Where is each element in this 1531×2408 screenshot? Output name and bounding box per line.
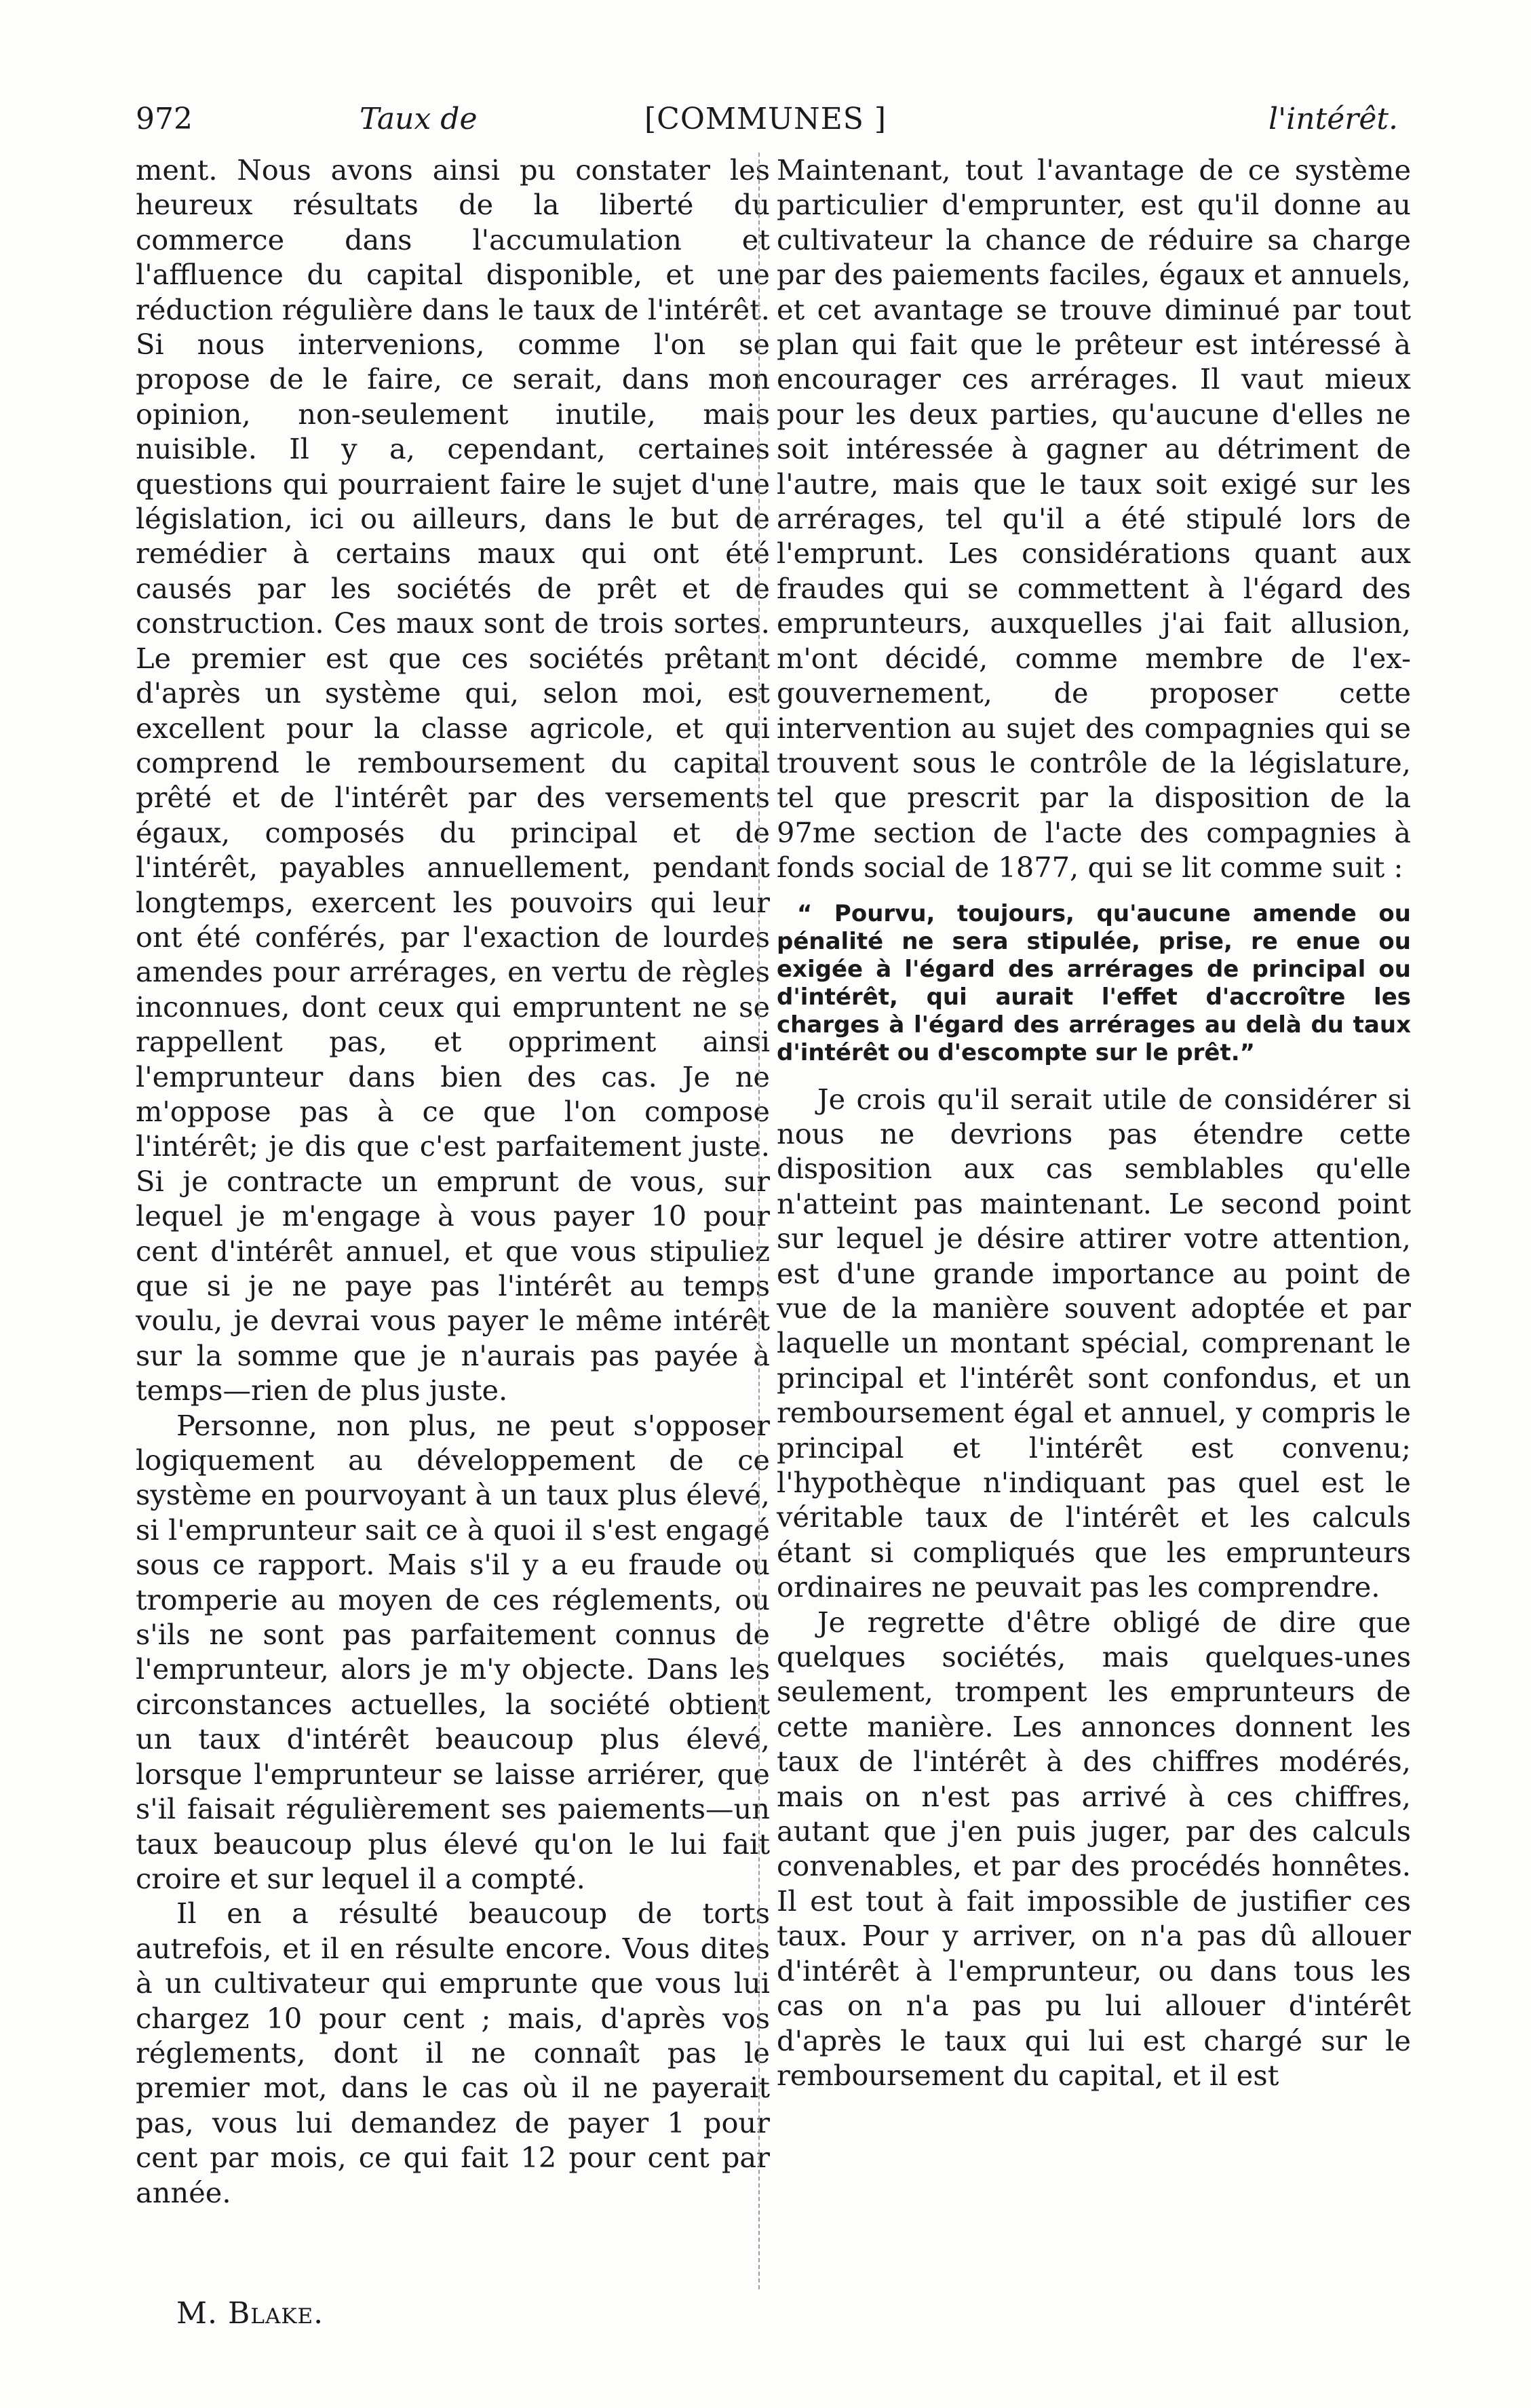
right-paragraph-3: Je regrette d'être obligé de dire que quelques sociétés, mais quelques-unes seulement, trompent les emprunteurs de cette manière. Les annonces donnent les taux de l'intérêt à des chiffres modérés, mais on n'est pas arrivé à ces chiffres, autant que j'en puis juger, par des calculs convenables, et par des procédés honnêtes. Il est tout à fait impossible de justifier ces taux. Pour y arriver, on n'a pas dû allouer d'intérêt à l'emprunteur, ou dans tous les cas on n'a pas pu lui allouer d'intérêt d'après le taux qui lui est chargé sur le remboursement du capital, et il est	[777, 1605, 1411, 2092]
header-right-running-title: l'intérêt.	[1268, 102, 1399, 136]
left-paragraph-3: Il en a résulté beaucoup de torts autrefois, et il en résulte encore. Vous dites à un cultivateur qui emprunte que vous lui chargez 10 pour cent ; mais, d'après vos réglements, dont il ne connaît pas le premier mot, dans le cas où il ne payerait pas, vous lui demandez de payer 1 pour cent par mois, ce qui fait 12 pour cent par année.	[136, 1897, 770, 2209]
statute-quotation: “ Pourvu, toujours, qu'aucune amende ou pénalité ne sera stipulée, prise, re enue ou exigée à l'égard des arrérages de principal ou d'intérêt, qui aurait l'effet d'accroître les charges à l'égard des arrérages au delà du taux d'intérêt ou d'escompte sur le prêt.”	[777, 899, 1411, 1066]
header-section-title: [COMMUNES ]	[644, 102, 887, 136]
header-left-running-title: Taux de	[360, 102, 478, 136]
left-column	[136, 153, 770, 2210]
page-number: 972	[136, 102, 193, 136]
left-paragraph-2: Personne, non plus, ne peut s'opposer logiquement au développement de ce système en pourvoyant à un taux plus élevé, si l'emprunteur sait ce à quoi il s'est engagé sous ce rapport. Mais s'il y a eu fraude ou tromperie au moyen de ces réglements, ou s'ils ne sont pas parfaitement connus de l'emprunteur, alors je m'y objecte. Dans les circonstances actuelles, la société obtient un taux d'intérêt beaucoup plus élevé, lorsque l'emprunteur se laisse arriérer, que s'il faisait régulièrement ses paiements—un taux beaucoup plus élevé qu'on le lui fait croire et sur lequel il a compté.	[136, 1408, 770, 1895]
left-paragraph-1: ment. Nous avons ainsi pu constater les heureux résultats de la liberté du commerce dans l'accumulation et l'affluence du capital disponible, et une réduction régulière dans le taux de l'intérêt. Si nous intervenions, comme l'on se propose de le faire, ce serait, dans mon opinion, non-seulement inutile, mais nuisible. Il y a, cependant, certaines questions qui pourraient faire le sujet d'une législation, ici ou ailleurs, dans le but de remédier à certains maux qui ont été causés par les sociétés de prêt et de construction. Ces maux sont de trois sortes. Le premier est que ces sociétés prêtant d'après un système qui, selon moi, est excellent pour la classe agricole, et qui comprend le remboursement du capital prêté et de l'intérêt par des versements égaux, composés du principal et de l'intérêt, payables annuellement, pendant longtemps, exercent les pouvoirs qui leur ont été conférés, par l'exaction de lourdes amendes pour arrérages, en vertu de règles inconnues, dont ceux qui empruntent ne se rappellent pas, et oppriment ainsi l'emprunteur dans bien des cas. Je ne m'oppose pas à ce que l'on compose l'intérêt; je dis que c'est parfaitement juste. Si je contracte un emprunt de vous, sur lequel je m'engage à vous payer 10 pour cent d'intérêt annuel, et que vous stipuliez que si je ne paye pas l'intérêt au temps voulu, je devrai vous payer le même intérêt sur la somme que je n'aurais pas payée à temps—rien de plus juste.	[136, 153, 770, 1407]
right-paragraph-2: Je crois qu'il serait utile de considérer si nous ne devrions pas étendre cette disposition aux cas semblables qu'elle n'atteint pas maintenant. Le second point sur lequel je désire attirer votre attention, est d'une grande importance au point de vue de la manière souvent adoptée et par laquelle un montant spécial, comprenant le principal et l'intérêt sont confondus, et un remboursement égal et annuel, y compris le principal et l'intérêt est convenu; l'hypothèque n'indiquant pas quel est le véritable taux de l'intérêt et les calculs étant si compliqués que les emprunteurs ordinaires ne peuvait pas les comprendre.	[777, 1082, 1411, 1604]
right-column	[777, 153, 1411, 2093]
right-paragraph-1: Maintenant, tout l'avantage de ce système particulier d'emprunter, est qu'il donne au cultivateur la chance de réduire sa charge par des paiements faciles, égaux et annuels, et cet avantage se trouve diminué par tout plan qui fait que le prêteur est intéressé à encourager ces arrérages. Il vaut mieux pour les deux parties, qu'aucune d'elles ne soit intéressée à gagner au détriment de l'autre, mais que le taux soit exigé sur les arrérages, tel qu'il a été stipulé lors de l'emprunt. Les considérations quant aux fraudes qui se commettent à l'égard des emprunteurs, auxquelles j'ai fait allusion, m'ont décidé, comme membre de l'ex-gouvernement, de proposer cette intervention au sujet des compagnies qui se trouvent sous le contrôle de la législature, tel que prescrit par la disposition de la 97me section de l'acte des compagnies à fonds social de 1877, qui se lit comme suit :	[777, 153, 1411, 885]
page-header	[122, 102, 1431, 149]
column-divider	[758, 153, 760, 2289]
speaker-signature: M. Blake.	[176, 2296, 324, 2331]
